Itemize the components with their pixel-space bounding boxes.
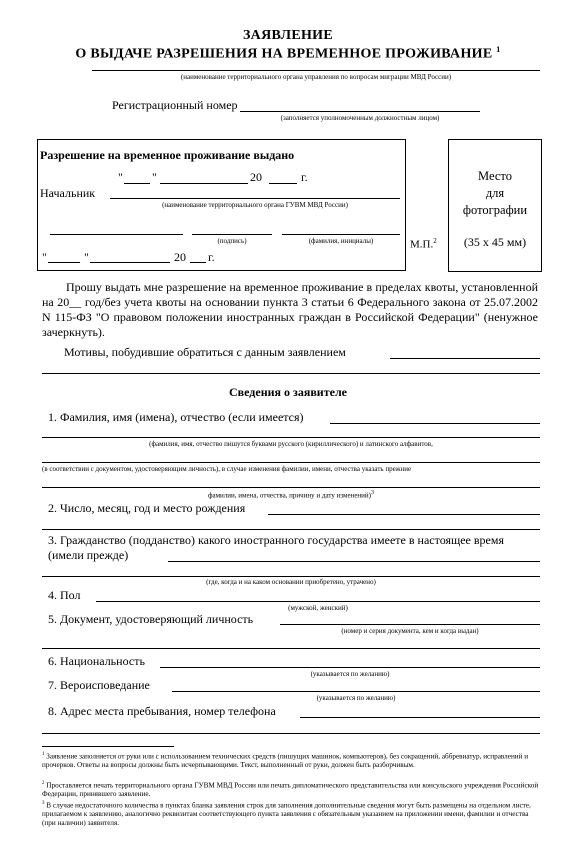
date2-year-field[interactable] — [190, 262, 206, 263]
title-footnote-ref: 1 — [496, 45, 501, 54]
field7-input[interactable] — [172, 691, 540, 692]
field3-input-2[interactable] — [42, 576, 540, 577]
date2-year-prefix: 20 — [174, 250, 186, 264]
field1-caption-1: (фамилия, имя, отчество пишутся буквами русского (кириллического) и латинского алфавитов, — [149, 440, 433, 448]
stamp-footnote-ref: 2 — [433, 237, 437, 245]
page-title — [0, 28, 576, 63]
applicant-heading: Сведения о заявителе — [228, 385, 348, 399]
photo-size: (35 х 45 мм) — [463, 235, 527, 249]
field1-label: 1. Фамилия, имя (имена), отчество (если имеется) — [48, 410, 304, 424]
date1-month-field[interactable] — [160, 183, 248, 184]
footnote-1-number: 1 — [42, 752, 45, 757]
photo-placeholder — [448, 168, 542, 251]
date1-day-field[interactable] — [124, 183, 150, 184]
date1-year-suffix: г. — [301, 170, 308, 184]
reg-number-field[interactable] — [240, 111, 480, 112]
field1-input-4[interactable] — [42, 487, 540, 488]
motives-field-1[interactable] — [390, 358, 540, 359]
footnote-2 — [42, 779, 542, 799]
date2-close-quote: " — [84, 250, 89, 264]
field6-label: 6. Национальность — [48, 654, 145, 668]
motives-label: Мотивы, побудившие обратиться с данным заявлением — [64, 345, 346, 359]
field3-label: 3. Гражданство (подданство) какого иностранного государства имеете в настоящее время (имели прежде) — [48, 533, 504, 562]
field6-input[interactable] — [160, 667, 540, 668]
date1-year-field[interactable] — [269, 183, 297, 184]
date2-month-field[interactable] — [90, 262, 170, 263]
chief-label: Начальник — [40, 186, 96, 200]
title-line-2-text: О ВЫДАЧЕ РАЗРЕШЕНИЯ НА ВРЕМЕННОЕ ПРОЖИВАНИЕ — [75, 46, 493, 62]
footnote-3-text: В случае недостаточного количества в пунктах бланка заявления строк для заполнения дополнительные сведения могут быть размещены на отдельном листе, прилагаемом к заявлению, аналогично реквизитам соответствующего пункта заявления с обязательным указанием на приложении имени, фамилии и отчества (при наличии) заявителя. — [42, 801, 531, 828]
position-field[interactable] — [50, 234, 183, 235]
field7-caption: (указывается по желанию) — [316, 694, 396, 702]
footnote-3 — [42, 799, 542, 828]
field4-input[interactable] — [96, 601, 540, 602]
field5-caption: (номер и серия документа, кем и когда выдан) — [341, 627, 479, 635]
signature-field[interactable] — [192, 234, 272, 235]
field3-input-1[interactable] — [168, 561, 540, 562]
signature-caption: (подпись) — [217, 237, 247, 245]
motives-field-2[interactable] — [42, 373, 540, 374]
organ-caption: (наименование территориального органа управления по вопросам миграции МВД России) — [180, 73, 452, 81]
field1-footnote-ref: 3 — [371, 490, 375, 496]
reg-number-caption: (заполняется уполномоченным должностным лицом) — [280, 114, 440, 122]
field1-input-1[interactable] — [330, 423, 540, 424]
chief-organ-caption: (наименование территориального органа ГУВМ МВД России) — [162, 201, 348, 209]
field3-caption: (где, когда и на каком основании приобретено, утрачено) — [206, 578, 376, 586]
date1-close-quote: " — [152, 170, 157, 184]
date1-open-quote: " — [118, 170, 123, 184]
photo-line-1: Место — [478, 169, 512, 183]
stamp-place-text: М.П. — [410, 238, 434, 251]
date2-year-suffix: г. — [208, 250, 215, 264]
field8-input-2[interactable] — [42, 733, 540, 734]
field7-label: 7. Вероисповедание — [48, 678, 150, 692]
date1-year-prefix: 20 — [250, 170, 262, 184]
field4-caption: (мужской, женский) — [288, 604, 348, 612]
field5-input-1[interactable] — [280, 624, 540, 625]
stamp-place-label — [410, 237, 437, 251]
field1-input-2[interactable] — [42, 437, 540, 438]
field1-input-3[interactable] — [42, 462, 540, 463]
name-field[interactable] — [282, 234, 400, 235]
name-caption: (фамилия, инициалы) — [308, 237, 374, 245]
footnote-1 — [42, 750, 542, 770]
date2-day-field[interactable] — [48, 262, 80, 263]
footnote-2-text: Проставляется печать территориального органа ГУВМ МВД России или печать дипломатического представительства или консульского учреждения Российской Федерации, принявшего заявление. — [42, 781, 539, 799]
permit-heading: Разрешение на временное проживание выдано — [40, 148, 295, 162]
photo-line-2: для — [485, 186, 505, 200]
reg-number-label: Регистрационный номер — [112, 98, 238, 112]
field2-input-2[interactable] — [42, 529, 540, 530]
date2-open-quote: " — [42, 250, 47, 264]
footnote-1-text: Заявление заполняется от руки или с использованием технических средств (пишущих машинок, компьютеров), без сокращений, аббревиатур, исправлений и прочерков. Ответы на вопросы должны быть исчерпывающими. Текст, выполненный от руки, должен быть разборчивым. — [42, 752, 529, 770]
request-text: Прошу выдать мне разрешение на временное проживание в пределах квоты, установленной на 20__ год/без учета квоты на основании пункта 3 статьи 6 Федерального закона от 25.07.2002 N 115-ФЗ "О правовом положении иностранных граждан в Российской Федерации" (ненужное зачеркнуть). — [42, 280, 538, 339]
field6-caption: (указывается по желанию) — [310, 670, 390, 678]
field4-label: 4. Пол — [48, 588, 81, 602]
field1-caption-2: (в соответствии с документом, удостоверяющим личность), в случае изменения фамилии, имени, отчества указать прежние — [42, 465, 412, 473]
field2-input-1[interactable] — [268, 514, 540, 515]
field8-label: 8. Адрес места пребывания, номер телефона — [48, 704, 276, 718]
footnote-2-number: 2 — [42, 781, 45, 786]
title-line-1: ЗАЯВЛЕНИЕ — [242, 28, 333, 43]
footnote-3-number: 3 — [42, 801, 45, 806]
field2-label: 2. Число, месяц, год и место рождения — [48, 501, 246, 515]
footnote-separator — [42, 746, 174, 747]
field1-caption-3 — [42, 490, 540, 499]
title-line-2 — [0, 45, 576, 63]
photo-line-3: фотографии — [462, 203, 528, 217]
field1-caption-3-text: фамилии, имена, отчества, причину и дату изменений) — [207, 491, 372, 500]
field5-input-2[interactable] — [42, 648, 540, 649]
chief-organ-field[interactable] — [110, 198, 400, 199]
field5-label: 5. Документ, удостоверяющий личность — [48, 612, 254, 626]
field8-input-1[interactable] — [300, 717, 540, 718]
organ-name-field[interactable] — [92, 70, 540, 71]
